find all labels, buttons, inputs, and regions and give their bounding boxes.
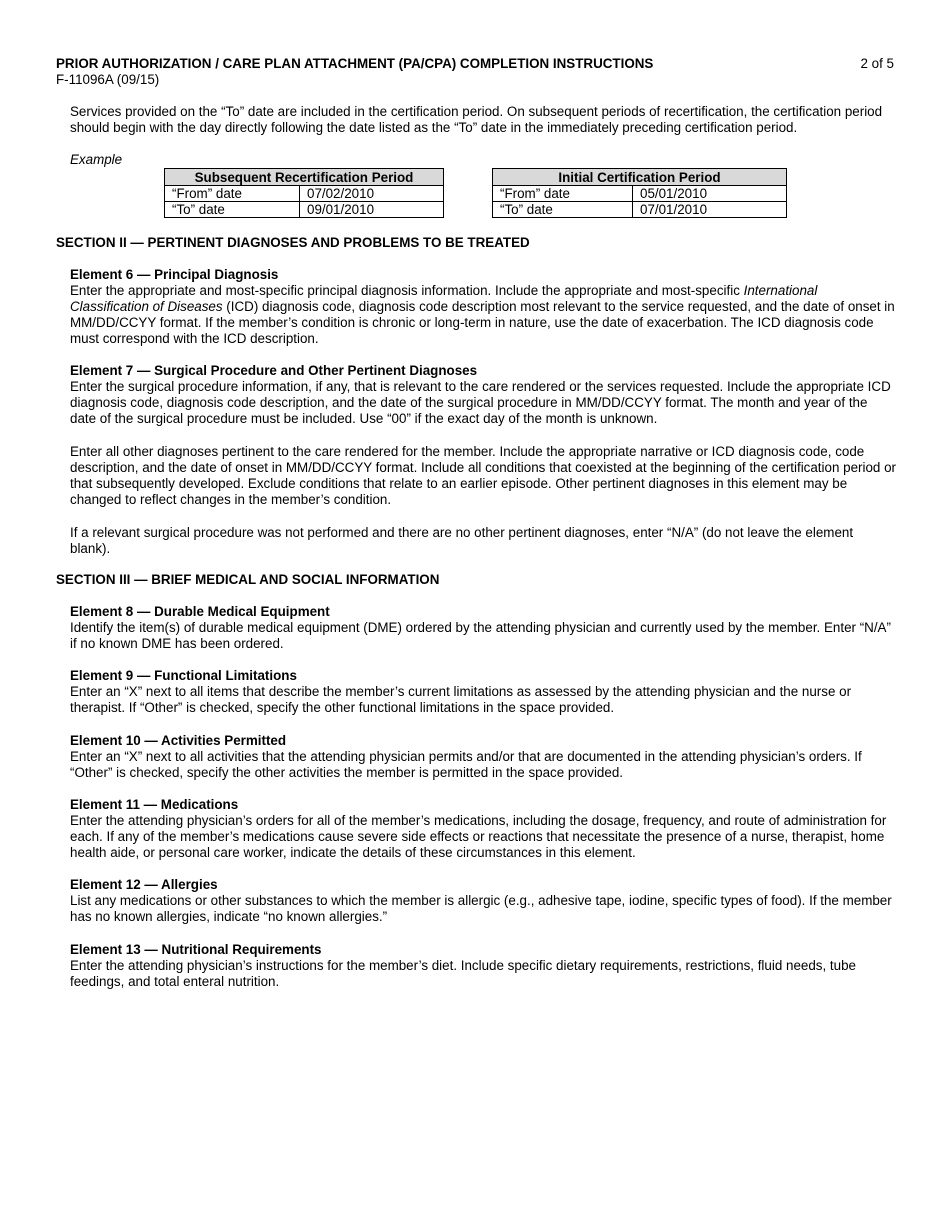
element-6-text-part: (ICD) diagnosis code, diagnosis code description most relevant to the service requested, and the date of onset in MM/DD/CCYY format. If the member’s condition is chronic or long-term in nature, use the date of exacerbation. The ICD diagnosis code must correspond with the ICD description. [70,299,895,346]
section-3-heading: SECTION III — BRIEF MEDICAL AND SOCIAL INFORMATION [56,572,440,587]
element-12-heading: Element 12 — Allergies [70,877,218,892]
table-row [165,186,444,202]
element-13-text: Enter the attending physician’s instructions for the member’s diet. Include specific dietary requirements, restrictions, fluid needs, tube feedings, and total enteral nutrition. [70,958,856,989]
recertification-table-title: Subsequent Recertification Period [165,169,444,186]
element-8-text: Identify the item(s) of durable medical equipment (DME) ordered by the attending physician and currently used by the member. Enter “N/A” if no known DME has been ordered. [70,620,891,651]
page-number: 2 of 5 [860,56,894,71]
row-value: 05/01/2010 [633,186,787,202]
element-13-heading: Element 13 — Nutritional Requirements [70,942,322,957]
element-11-text: Enter the attending physician’s orders for all of the member’s medications, including the dosage, frequency, and route of administration for each. If any of the member’s medications cause severe side effects or reactions that necessitate the presence of a nurse, therapist, home health aide, or personal care worker, indicate the details of these circumstances in this element. [70,813,887,860]
icd-title: International Classification of Diseases [70,283,818,314]
table-row [493,186,787,202]
row-value: 07/02/2010 [300,186,444,202]
element-7-heading: Element 7 — Surgical Procedure and Other Pertinent Diagnoses [70,363,478,378]
element-6-heading: Element 6 — Principal Diagnosis [70,267,279,282]
element-11-heading: Element 11 — Medications [70,797,239,812]
form-number: F-11096A (09/15) [56,72,160,87]
row-label: “From” date [493,186,633,202]
element-12-text: List any medications or other substances to which the member is allergic (e.g., adhesive tape, iodine, specific types of food). If the member has no known allergies, indicate “no known allergies.” [70,893,892,924]
row-label: “From” date [165,186,300,202]
element-6-text-part: Enter the appropriate and most-specific principal diagnosis information. Include the appropriate and most-specific [70,283,744,298]
element-7-paragraph-1: Enter the surgical procedure information, if any, that is relevant to the care rendered or the services requested. Include the appropriate ICD diagnosis code, diagnosis code description, and the date of the surgical procedure in MM/DD/CCYY format. The month and year of the date of the surgical procedure must be included. Use “00” if the exact day of the month is unknown. [70,379,891,426]
element-8-heading: Element 8 — Durable Medical Equipment [70,604,330,619]
table-row [165,202,444,218]
document-title: PRIOR AUTHORIZATION / CARE PLAN ATTACHMENT (PA/CPA) COMPLETION INSTRUCTIONS [56,56,654,71]
element-9-heading: Element 9 — Functional Limitations [70,668,297,683]
row-value: 09/01/2010 [300,202,444,218]
initial-certification-table-title: Initial Certification Period [493,169,787,186]
example-label: Example [70,152,123,167]
element-10-text: Enter an “X” next to all activities that the attending physician permits and/or that are documented in the attending physician’s orders. If “Other” is checked, specify the other activities the member is permitted in the space provided. [70,749,862,780]
table-row [493,202,787,218]
intro-paragraph: Services provided on the “To” date are included in the certification period. On subsequent periods of recertification, the certification period should begin with the day directly following the date listed as the “To” date in the immediately preceding certification period. [70,104,883,135]
section-2-heading: SECTION II — PERTINENT DIAGNOSES AND PROBLEMS TO BE TREATED [56,235,530,250]
element-10-heading: Element 10 — Activities Permitted [70,733,287,748]
recertification-table [164,168,444,218]
row-label: “To” date [165,202,300,218]
element-7-paragraph-2: Enter all other diagnoses pertinent to the care rendered for the member. Include the appropriate narrative or ICD diagnosis code, code description, and the date of onset in MM/DD/CCYY format. Include all conditions that coexisted at the beginning of the certification period or that subsequently developed. Exclude conditions that relate to an earlier episode. Other pertinent diagnoses in this element may be changed to reflect changes in the member’s condition. [70,444,896,507]
initial-certification-table [492,168,787,218]
element-7-paragraph-3: If a relevant surgical procedure was not performed and there are no other pertinent diagnoses, enter “N/A” (do not leave the element blank). [70,525,854,556]
element-9-text: Enter an “X” next to all items that describe the member’s current limitations as assessed by the attending physician and the nurse or therapist. If “Other” is checked, specify the other functional limitations in the space provided. [70,684,852,715]
row-label: “To” date [493,202,633,218]
element-6-text [70,283,896,347]
row-value: 07/01/2010 [633,202,787,218]
